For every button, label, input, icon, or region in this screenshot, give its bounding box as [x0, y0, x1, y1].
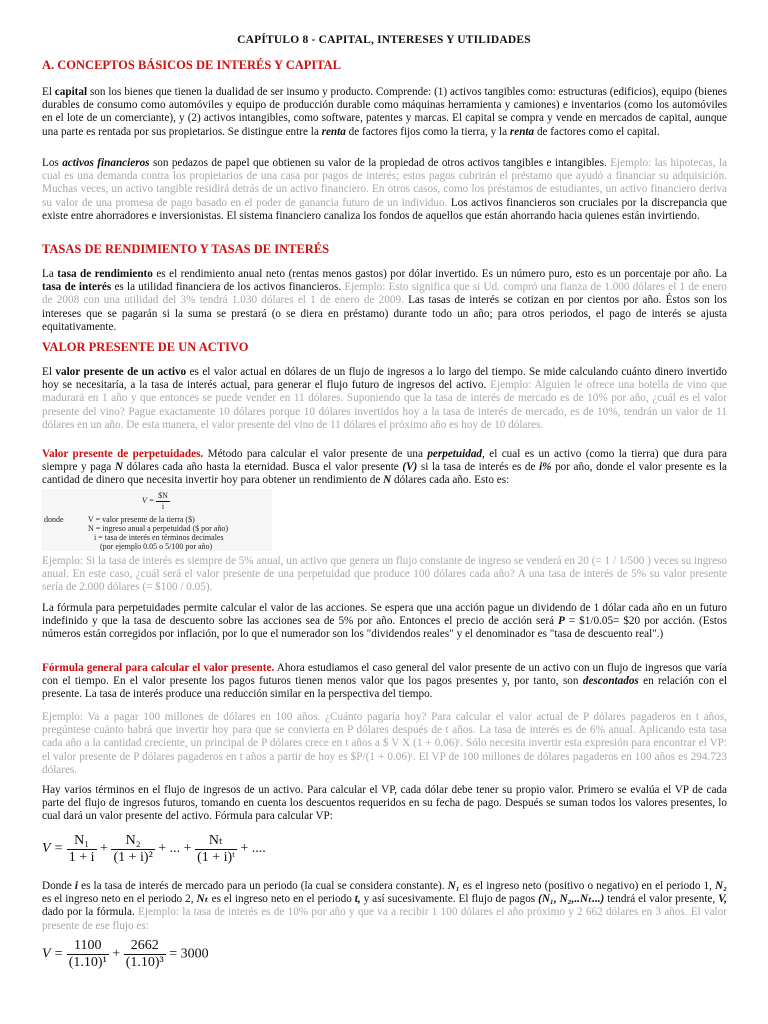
- var-i: i: [74, 880, 79, 892]
- var-p: P: [558, 615, 565, 628]
- text: La fórmula para perpetuidades permite calcular el valor de las acciones. Se espera que una acción pague un dividendo de 1 dólar cada año en un futuro indefinido y que la tasa de descuento sobre las acciones sea de 5% por año. Entonces el precio de acción será: [42, 602, 727, 628]
- term-renta: renta: [321, 125, 346, 138]
- formula-def-example: (por ejemplo 0.05 o 5/100 por año): [100, 542, 213, 551]
- text: son los bienes que tienen la dualidad de ser insumo y producto. Comprende: (1) activos tangibles como: estructuras (edificios), equipo (bienes durables de consumo como automóviles y equipo de producción durable como máquinas herramienta y camiones) e inventarios (como los automóviles en el lote de un comerciante), y (2) activos intangibles, como software, patentes y marcas. El capital se compra y vende en mercados de capital, aunque una parte es rentada por sus propietarios. Se distingue entre la: [42, 86, 727, 138]
- text: dólares cada año hasta la eternidad. Busca el valor presente: [122, 461, 403, 474]
- denominator: (1.10)³: [125, 955, 164, 970]
- text: tendrá el valor presente,: [604, 893, 719, 906]
- text: si la tasa de interés es de: [417, 461, 540, 474]
- text: es el ingreso neto en el periodo 2,: [42, 893, 197, 906]
- example-valor-actual: Ejemplo: Va a pagar 100 millones de dólares en 100 años. ¿Cuánto pagaría hoy? Para calcular el valor actual de P dólares pagaderos en t años, pregúntese cuánto habrá que invertir hoy para que se convierta en P dólares después de t años. La tasa de interés es de 6% anual. Aplicando esta tasa cada año a la cantidad creciente, un principal de P dólares crece en t años a $ V X (1 + 0.06)ᵗ. Sólo necesita invertir esta expresión para encontrar el VP: el valor presente de P dólares pagaderos en t años a partir de hoy es $P/(1 + 0.06)ᵗ. El VP de 100 millones de dólares pagaderos en 100 años es 294.723 dólares.: [42, 711, 727, 776]
- formula-result: = 3000: [169, 946, 209, 962]
- formula-numerator: $N: [158, 491, 168, 500]
- paragraph-tasas: [42, 268, 727, 334]
- formula-denominator: i: [161, 501, 165, 511]
- paragraph-capital: [42, 86, 727, 139]
- fraction-2: [111, 833, 154, 866]
- text: Ahora estudiamos el caso general del valor presente de un activo con un flujo de ingresos que varía con el tiempo. En el valor presente los pagos futuros tienen menos valor que los pagos presentes y, por tanto, son: [42, 662, 728, 688]
- var-n: N: [383, 474, 392, 487]
- numerator: N₁: [67, 833, 97, 850]
- example-text: Ejemplo: Esto significa que si Ud. compró una fianza de 1.000 dólares el 1 de enero de 2008 con una utilidad del 3% tendrá 1.030 dólares el 1 de enero de 2009.: [42, 281, 727, 307]
- denominator: (1 + i)ᵗ: [197, 850, 235, 865]
- text: = $1/0.05= $20 por acción. (Estos números están corregidos por inflación, por lo que el numerador son los "dividendos reales" y el denominador es "tasa de descuento real".): [42, 615, 727, 641]
- text: es la tasa de interés de mercado para un periodo (la cual se considera constante).: [78, 880, 448, 892]
- paragraph-acciones: [42, 602, 727, 642]
- formula-def-i: i = tasa de interés en términos decimales: [94, 533, 224, 542]
- var-v: V,: [718, 893, 727, 906]
- var-n1: N₁: [447, 880, 460, 892]
- var-n: N: [114, 461, 123, 474]
- text: Los activos financieros son cruciales por la discrepancia que existe entre ahorradores e inversionistas. El sistema financiero canaliza los fondos de aquellos que están ahorrando hacia quienes están invirtiendo.: [42, 196, 727, 222]
- text: Método para calcular el valor presente de una: [203, 448, 428, 460]
- text: El: [42, 86, 55, 98]
- denominator: (1 + i)²: [113, 849, 153, 865]
- formula-lhs: V =: [142, 495, 155, 505]
- paragraph-valor-presente: [42, 366, 727, 432]
- example-perpetuidad: Ejemplo: Si la tasa de interés es siempre de 5% anual, un activo que genera un flujo constante de ingreso se venderá en 20 (= 1 / 1/500 ) veces su ingreso anual. En este caso, ¿cuál será el valor presente de una perpetuidad que produce 100 dólares cada año? A una tasa de interés de 5% su valor presente sería de 2.000 dólares (= $100 / 0.05).: [42, 555, 727, 594]
- text: es el ingreso neto en el periodo: [208, 893, 355, 906]
- heading-tasas: TASAS DE RENDIMIENTO Y TASAS DE INTERÉS: [42, 242, 330, 256]
- text: dólares cada año. Esto es:: [391, 474, 510, 487]
- term-valor-presente: valor presente de un activo: [55, 366, 187, 378]
- formula-tail: + ....: [240, 841, 266, 857]
- formula-def-n: N = ingreso anual a perpetuidad ($ por año): [88, 524, 229, 533]
- perpetuity-formula: [142, 491, 170, 511]
- numerator: N₂: [111, 833, 154, 850]
- text: es el valor actual en dólares de un flujo de ingresos a lo largo del tiempo. Se mide calculando cuánto dinero invertido hoy se necesitaría, a la tasa de interés actual, para generar el flujo futuro de ingresos del activo.: [42, 366, 727, 392]
- text: y así sucesivamente. El flujo de pagos: [360, 893, 539, 906]
- text: , el cual es un activo (como la tierra) que dura para siempre y paga: [42, 448, 728, 474]
- perpetuity-formula-image: [42, 489, 272, 551]
- text: en relación con el presente. La tasa de interés produce una reducción similar en la perspectiva del tiempo.: [42, 675, 727, 701]
- var-n2: N₂: [715, 880, 727, 892]
- formula-def-v: V = valor presente de la tierra ($): [88, 515, 195, 524]
- term-activos-financieros: activos financieros: [62, 157, 150, 169]
- formula-fraction: [156, 491, 170, 511]
- example-pv-formula: [42, 938, 209, 971]
- formula-donde: donde: [44, 515, 64, 524]
- paragraph-formula-general: [42, 662, 727, 702]
- fraction-1100: [67, 938, 109, 971]
- text: de factores fijos como la tierra, y la: [345, 125, 510, 138]
- term-descontados: descontados: [582, 675, 639, 688]
- term-tasa-interes: tasa de interés: [42, 281, 112, 294]
- var-nt: Nₜ: [196, 893, 209, 906]
- section-a-heading: A. CONCEPTOS BÁSICOS DE INTERÉS Y CAPITAL: [42, 58, 342, 72]
- heading-valor-presente: VALOR PRESENTE DE UN ACTIVO: [42, 340, 249, 354]
- paragraph-flujo: Hay varios términos en el flujo de ingresos de un activo. Para calcular el VP, cada dólar debe tener su propio valor. Primero se evalúa el VP de cada parte del flujo de ingresos futuros, tomando en cuenta los descuentos requeridos en su fecha de pago. Después se suman todos los valores presentes, lo cual dará un valor presente del activo. Fórmula para calcular VP:: [42, 784, 727, 823]
- text: son pedazos de papel que obtienen su valor de la propiedad de otros activos tangibles e intangibles.: [149, 157, 611, 169]
- text: de factores como el capital.: [534, 125, 660, 138]
- example-text: Ejemplo: Alguien le ofrece una botella de vino que madurará en 1 año y que entonces se puede vender en 11 dólares. Suponiendo que la tasa de interés de mercado es de 10% por año, ¿cuál es el valor presente del vino? Pague exactamente 10 dólares porque 10 dólares invertidos hoy a la tasa de interés de mercado, es de 10%, tendrán un valor de 11 dólares en un año. De esta manera, el valor presente del vino de 11 dólares el próximo año es hoy de 10 dólares.: [42, 379, 728, 431]
- term-perpetuidad: perpetuidad: [427, 448, 483, 460]
- paragraph-perpetuidades: [42, 448, 727, 488]
- denominator: 1 + i: [68, 849, 95, 865]
- paragraph-activos-financieros: [42, 157, 727, 223]
- formula-lhs: V =: [42, 946, 64, 962]
- example-text: Ejemplo: las hipotecas, la cual es una demanda contra los propietarios de una casa por pagos de interés; estos pagos cubrirán el préstamo que ayudó a financiar su adquisición. Muchas veces, un activo tangible residirá detrás de un activo financiero. En otros casos, como los préstamos de estudiantes, un activo financiero deriva su valor de una promesa de pago basado en el poder de ganancia futuro de un individuo.: [42, 157, 728, 209]
- chapter-title: CAPÍTULO 8 - CAPITAL, INTERESES Y UTILIDADES: [237, 34, 531, 46]
- text: por año, donde el valor presente es la cantidad de dinero que necesita invertir hoy para obtener un rendimiento de: [42, 461, 728, 487]
- paragraph-donde: [42, 880, 727, 933]
- fraction-2662: [124, 938, 166, 971]
- numerator: 1100: [67, 938, 109, 955]
- example-text: Ejemplo: la tasa de interés es de 10% por año y que va a recibir 1 100 dólares el año próximo y 2 662 dólares en 3 años. El valor presente de ese flujo es:: [42, 906, 727, 932]
- var-v: (V): [402, 461, 418, 474]
- ellipsis: + ... +: [158, 841, 192, 857]
- term-tasa-rendimiento: tasa de rendimiento: [57, 268, 153, 280]
- text: es la utilidad financiera de los activos financieros.: [111, 281, 345, 294]
- text: La: [42, 268, 58, 280]
- fraction-t: [195, 832, 237, 866]
- term-capital: capital: [54, 86, 88, 98]
- plus-sign: +: [112, 946, 121, 962]
- numerator: 2662: [124, 938, 166, 955]
- present-value-formula: [42, 832, 266, 866]
- text: es el rendimiento anual neto (rentas menos gastos) por dólar invertido. Es un número puro, esto es un porcentaje por año. La: [152, 268, 727, 280]
- var-i: i%: [539, 461, 552, 474]
- var-t: t,: [354, 893, 361, 906]
- fraction-1: [67, 833, 97, 866]
- text: dado por la fórmula.: [42, 906, 139, 919]
- text: Donde: [42, 880, 75, 892]
- text: El: [42, 366, 56, 378]
- flujo-pagos: (N₁, N₂,..Nₜ...): [538, 893, 605, 906]
- text: es el ingreso neto (positivo o negativo) en el periodo 1,: [459, 880, 716, 892]
- subheading-perpetuidades: Valor presente de perpetuidades.: [42, 448, 204, 460]
- formula-lhs: V =: [42, 841, 64, 857]
- subheading-formula-general: Fórmula general para calcular el valor presente.: [42, 662, 275, 674]
- term-renta: renta: [509, 125, 535, 138]
- plus-sign: +: [100, 841, 108, 857]
- text: Los: [42, 157, 63, 169]
- denominator: (1.10)¹: [68, 955, 107, 970]
- text: Las tasas de interés se cotizan en por cientos por año. Éstos son los intereses que se pagarán si la suma se prestará (o se diera en préstamo) durante todo un año; para otros periodos, el pago de interés se ajusta equitativamente.: [42, 294, 728, 333]
- numerator: Nₜ: [195, 832, 237, 850]
